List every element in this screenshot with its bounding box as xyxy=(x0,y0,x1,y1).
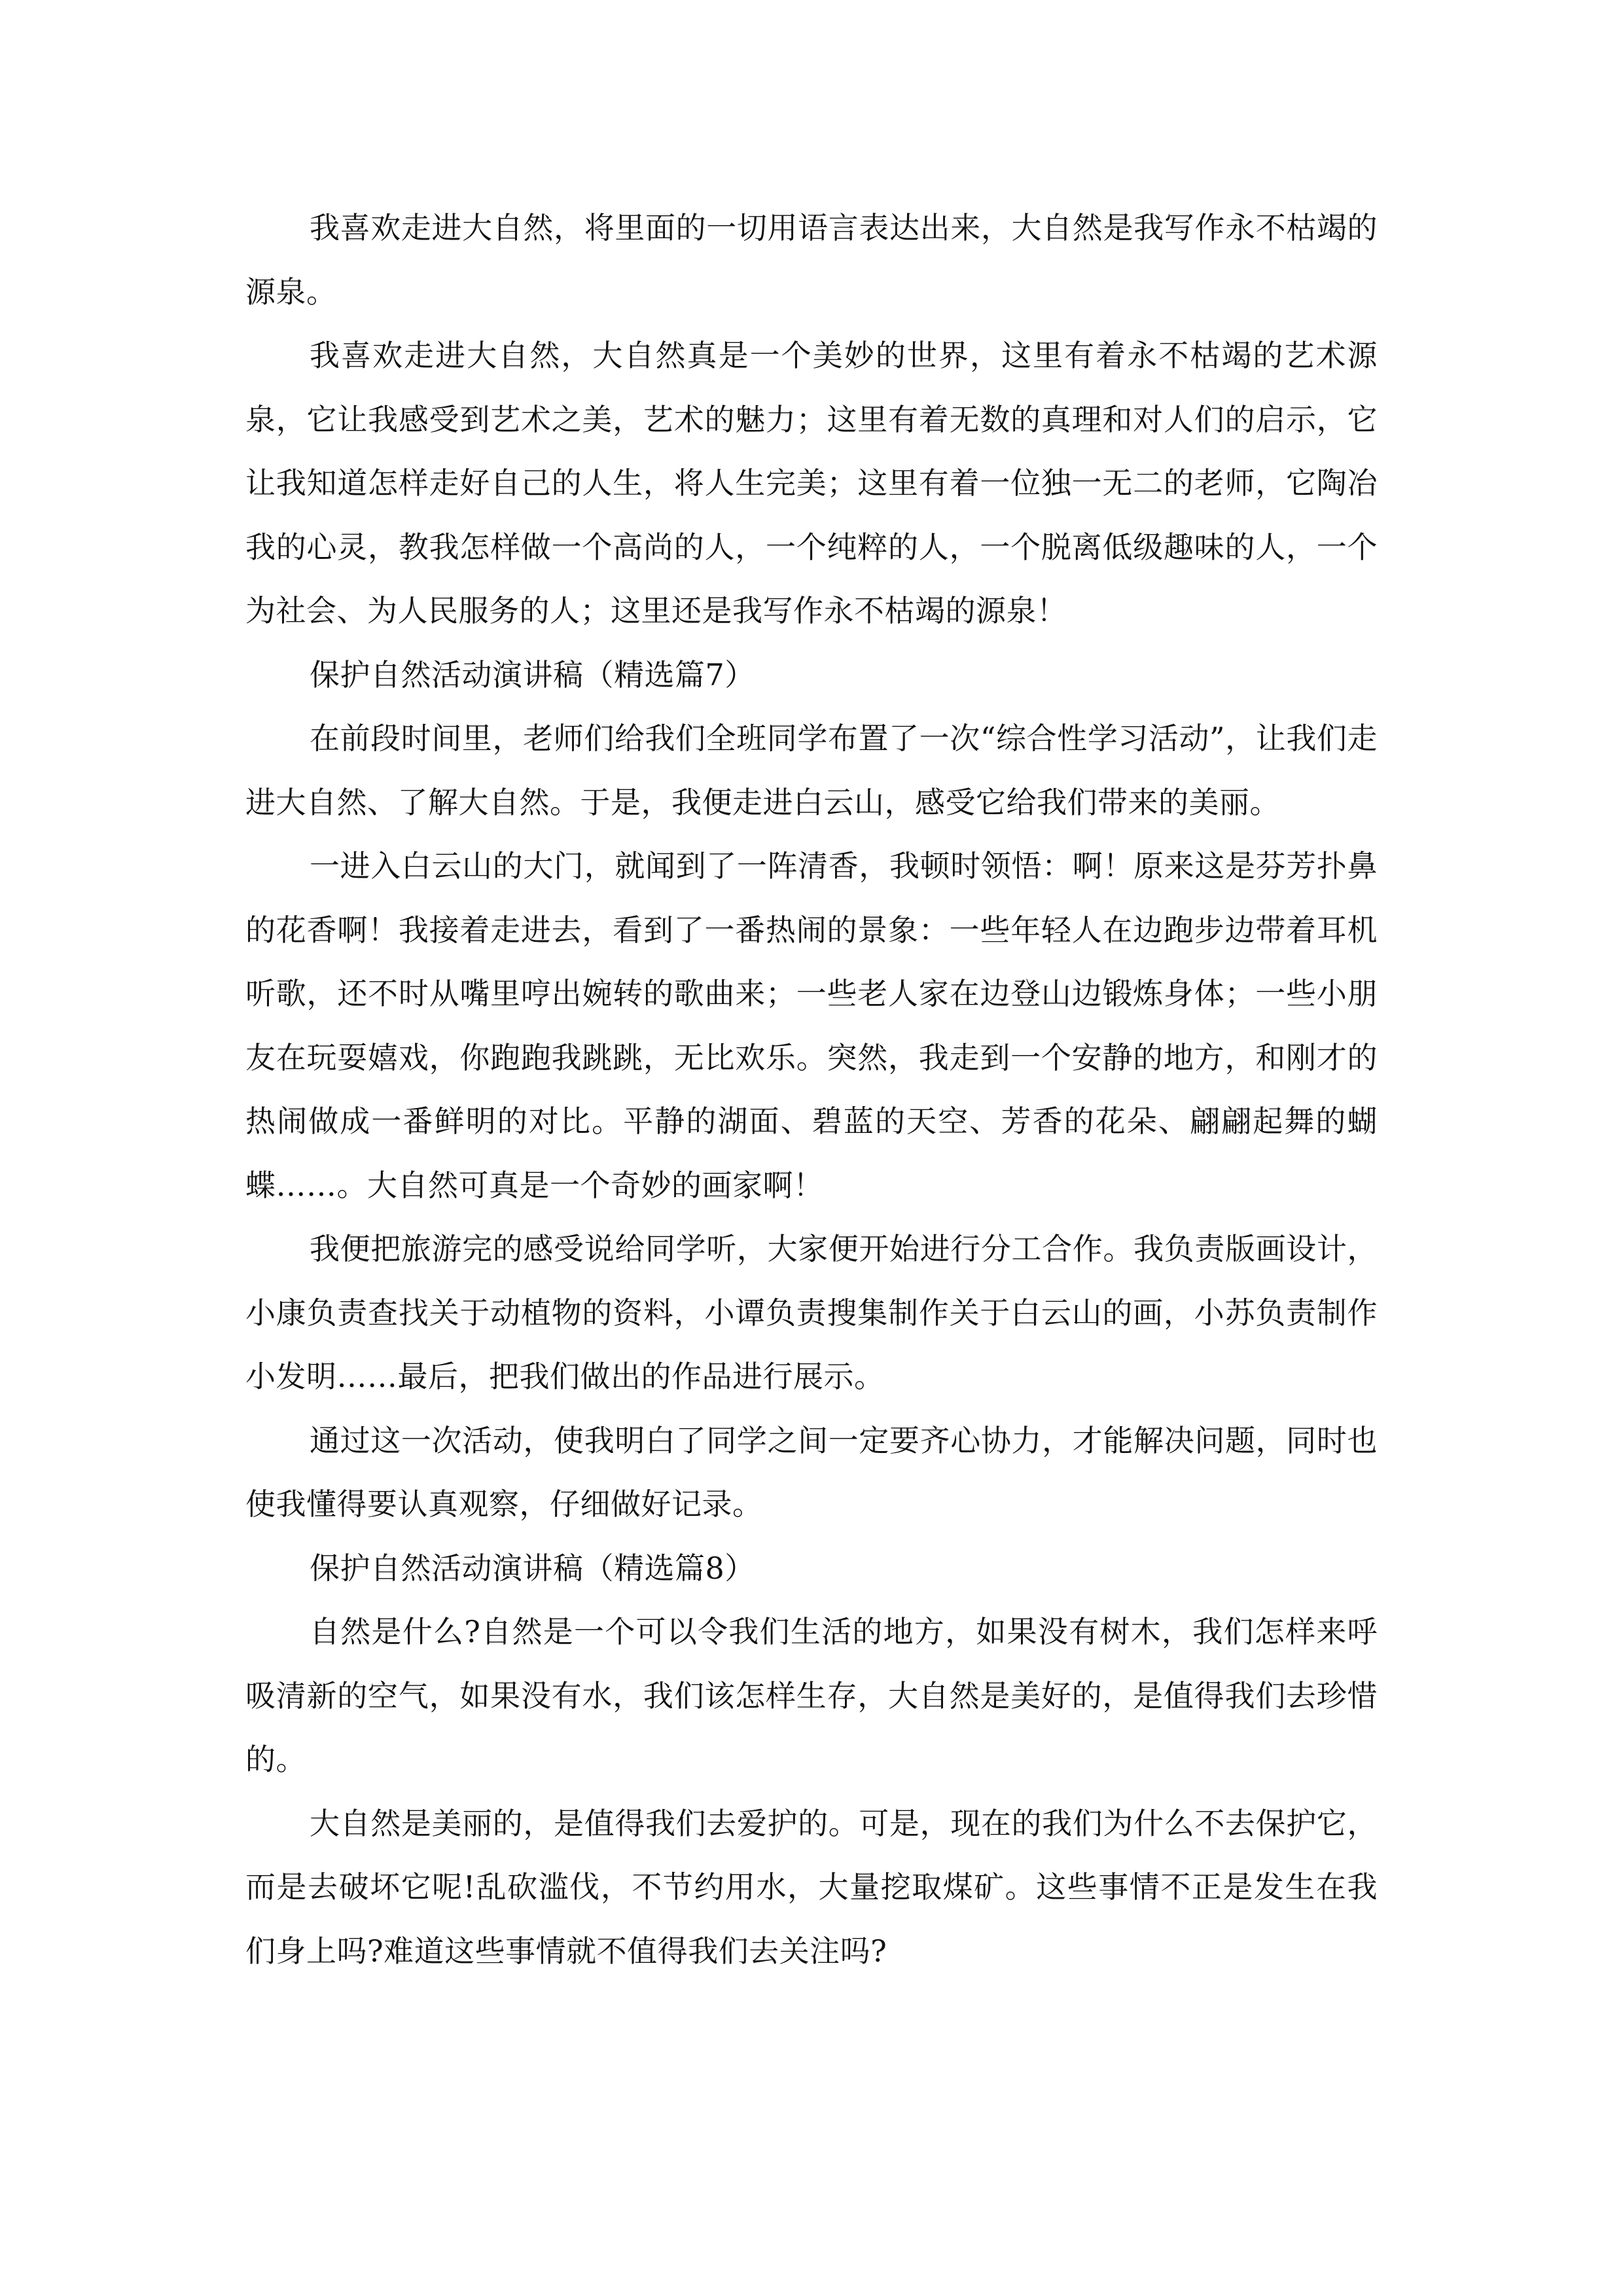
section-heading: 保护自然活动演讲稿（精选篇8） xyxy=(310,1550,755,1586)
document-page xyxy=(245,196,1378,2160)
paragraph: 自然是什么?自然是一个可以令我们生活的地方，如果没有树木，我们怎样来呼吸清新的空气，如果没有水，我们该怎样生存，大自然是美好的，是值得我们去珍惜的。 xyxy=(245,1614,1378,1777)
section-heading: 保护自然活动演讲稿（精选篇7） xyxy=(310,656,755,692)
paragraph: 我喜欢走进大自然，大自然真是一个美妙的世界，这里有着永不枯竭的艺术源泉，它让我感受到艺术之美，艺术的魅力；这里有着无数的真理和对人们的启示，它让我知道怎样走好自己的人生，将人生完美；这里有着一位独一无二的老师，它陶冶我的心灵，教我怎样做一个高尚的人，一个纯粹的人，一个脱离低级趣味的人，一个为社会、为人民服务的人；这里还是我写作永不枯竭的源泉！ xyxy=(245,338,1378,628)
paragraph: 一进入白云山的大门，就闻到了一阵清香，我顿时领悟：啊！原来这是芬芳扑鼻的花香啊！我接着走进去，看到了一番热闹的景象：一些年轻人在边跑步边带着耳机听歌，还不时从嘴里哼出婉转的歌曲来；一些老人家在边登山边锻炼身体；一些小朋友在玩耍嬉戏，你跑跑我跳跳，无比欢乐。突然，我走到一个安静的地方，和刚才的热闹做成一番鲜明的对比。平静的湖面、碧蓝的天空、芳香的花朵、翩翩起舞的蝴蝶……。大自然可真是一个奇妙的画家啊！ xyxy=(245,848,1378,1203)
paragraph: 在前段时间里，老师们给我们全班同学布置了一次“综合性学习活动”，让我们走进大自然、了解大自然。于是，我便走进白云山，感受它给我们带来的美丽。 xyxy=(245,721,1378,820)
paragraph: 我便把旅游完的感受说给同学听，大家便开始进行分工合作。我负责版画设计，小康负责查找关于动植物的资料，小谭负责搜集制作关于白云山的画，小苏负责制作小发明……最后，把我们做出的作品进行展示。 xyxy=(245,1231,1378,1394)
paragraph: 我喜欢走进大自然，将里面的一切用语言表达出来，大自然是我写作永不枯竭的源泉。 xyxy=(245,210,1378,310)
paragraph: 通过这一次活动，使我明白了同学之间一定要齐心协力，才能解决问题，同时也使我懂得要认真观察，仔细做好记录。 xyxy=(245,1422,1378,1522)
paragraph: 大自然是美丽的，是值得我们去爱护的。可是，现在的我们为什么不去保护它，而是去破坏它呢!乱砍滥伐，不节约用水，大量挖取煤矿。这些事情不正是发生在我们身上吗?难道这些事情就不值得我们去关注吗? xyxy=(245,1805,1378,1969)
